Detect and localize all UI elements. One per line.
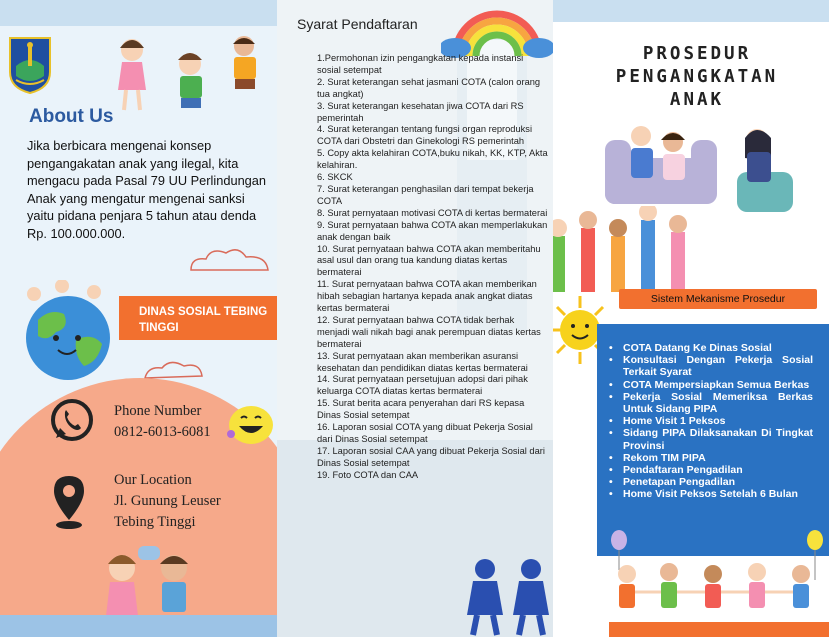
kids-illustration [112, 30, 272, 122]
dinas-sosial-label: DINAS SOSIAL TEBING TINGGI [119, 296, 277, 340]
list-item: 4. Surat keterangan tentang fungsi organ reproduksi COTA dari Obstetri dan Ginekologi RS pemerintah [317, 124, 533, 147]
title-line-1: PROSEDUR [642, 44, 752, 64]
cloud-icon [186, 245, 276, 275]
list-item: 1.Permohonan izin pengangkatan kepada instansi sosial setempat [317, 53, 524, 75]
list-item: 5. Copy akta kelahiran COTA,buku nikah, KK, KTP, Akta kelahiran. [317, 148, 548, 171]
list-item: • Pendaftaran Pengadilan [623, 464, 813, 476]
list-item: • Home Visit 1 Peksos [623, 415, 813, 427]
phone-title: Phone Number [114, 403, 202, 419]
location-title: Our Location [114, 472, 192, 488]
list-item: • Sidang PIPA Dilaksanakan Di Tingkat Provinsi [623, 427, 813, 451]
whatsapp-icon [50, 398, 94, 442]
page-title [567, 43, 827, 112]
list-item: • Home Visit Peksos Setelah 6 Bulan [623, 488, 813, 500]
kids-holding-hands [609, 560, 829, 637]
procedure-steps [623, 342, 813, 501]
right-panel [553, 0, 829, 637]
requirements-title: Syarat Pendaftaran [297, 16, 418, 32]
list-item: 3. Surat keterangan kesehatan jiwa COTA dari RS pemerintah [317, 100, 524, 123]
list-item: 11. Surat pernyataan bahwa COTA akan memberikan hibah sebagian hartanya kepada anak angkat diatas kertas bermaterai [317, 279, 537, 314]
location-line-1: Jl. Gunung Leuser [114, 493, 221, 509]
list-item: 14. Surat pernyataan persetujuan adopsi dari pihak keluarga COTA diatas kertas bermaterai [317, 374, 528, 397]
list-item: 6. SKCK [317, 172, 353, 183]
list-item: • Rekom TIM PIPA [623, 452, 813, 464]
list-item: 13. Surat pernyataan akan memberikan asuransi kesehatan dan pendidikan diatas kertas bermaterai [317, 350, 528, 373]
raised-hands-illustration [553, 206, 703, 292]
list-item: • Pekerja Sosial Memeriksa Berkas Untuk Sidang PIPA [623, 391, 813, 415]
top-band [553, 0, 829, 22]
phone-number[interactable]: 0812-6013-6081 [114, 424, 211, 440]
about-body: Jika berbicara mengenai konsep pengangakatan anak yang ilegal, kita mengacu pada Pasal 79 UU Perlindungan Anak yang mengatur mengenai sanksi yaitu pidana penjara 5 tahun atau denda Rp. 100.000.000. [27, 138, 267, 241]
bottom-band [0, 615, 277, 637]
list-item: 10. Surat pernyataan bahwa COTA akan memberitahu asal usul dan orang tua kandung diatas kertas bermaterai [317, 243, 541, 278]
list-item: 8. Surat pernyataan motivasi COTA di kertas bermaterai [317, 207, 548, 218]
left-panel [0, 0, 277, 637]
list-item: 15. Surat berita acara penyerahan dari RS kepasa Dinas Sosial setempat [317, 398, 525, 421]
title-line-3: ANAK [669, 90, 725, 110]
kids-silhouette [463, 555, 553, 637]
rainbow-icon [441, 0, 553, 60]
list-item: • Penetapan Pengadilan [623, 476, 813, 488]
title-line-2: PENGANGKATAN [615, 67, 779, 87]
smiley-icon [225, 404, 275, 446]
list-item: 16. Laporan sosial COTA yang dibuat Pekerja Sosial dari Dinas Sosial setempat [317, 422, 533, 444]
cloud-icon [140, 356, 270, 382]
top-band [0, 0, 277, 26]
list-item: 12. Surat pernyataan bahwa COTA tidak berhak menjadi wali nikah bagi anak perempuan diatas kertas bermaterai [317, 314, 541, 349]
list-item: 2. Surat keterangan sehat jasmani COTA (calon orang tua angkat) [317, 76, 541, 99]
list-item: • Konsultasi Dengan Pekerja Sosial Terkait Syarat [623, 354, 813, 378]
location-line-2: Tebing Tinggi [114, 514, 196, 530]
requirements-list [317, 53, 549, 482]
list-item: • COTA Mempersiapkan Semua Berkas [623, 379, 813, 391]
list-item: 17. Laporan sosial CAA yang dibuat Pekerja Sosial dari Dinas Sosial setempat [317, 445, 545, 468]
globe-icon [14, 280, 120, 384]
list-item: 9. Surat pernyataan bahwa COTA akan memperlakukan anak dengan baik [317, 219, 548, 242]
list-item: 7. Surat keterangan penghasilan dari tempat bekerja COTA [317, 183, 534, 206]
about-title: About Us [29, 106, 114, 127]
list-item: 19. Foto COTA dan CAA [317, 469, 419, 480]
emblem-logo [8, 36, 52, 94]
system-label: Sistem Mekanisme Prosedur [619, 289, 817, 309]
middle-panel [277, 0, 553, 637]
location-pin-icon [52, 474, 86, 530]
list-item: • COTA Datang Ke Dinas Sosial [623, 342, 813, 354]
